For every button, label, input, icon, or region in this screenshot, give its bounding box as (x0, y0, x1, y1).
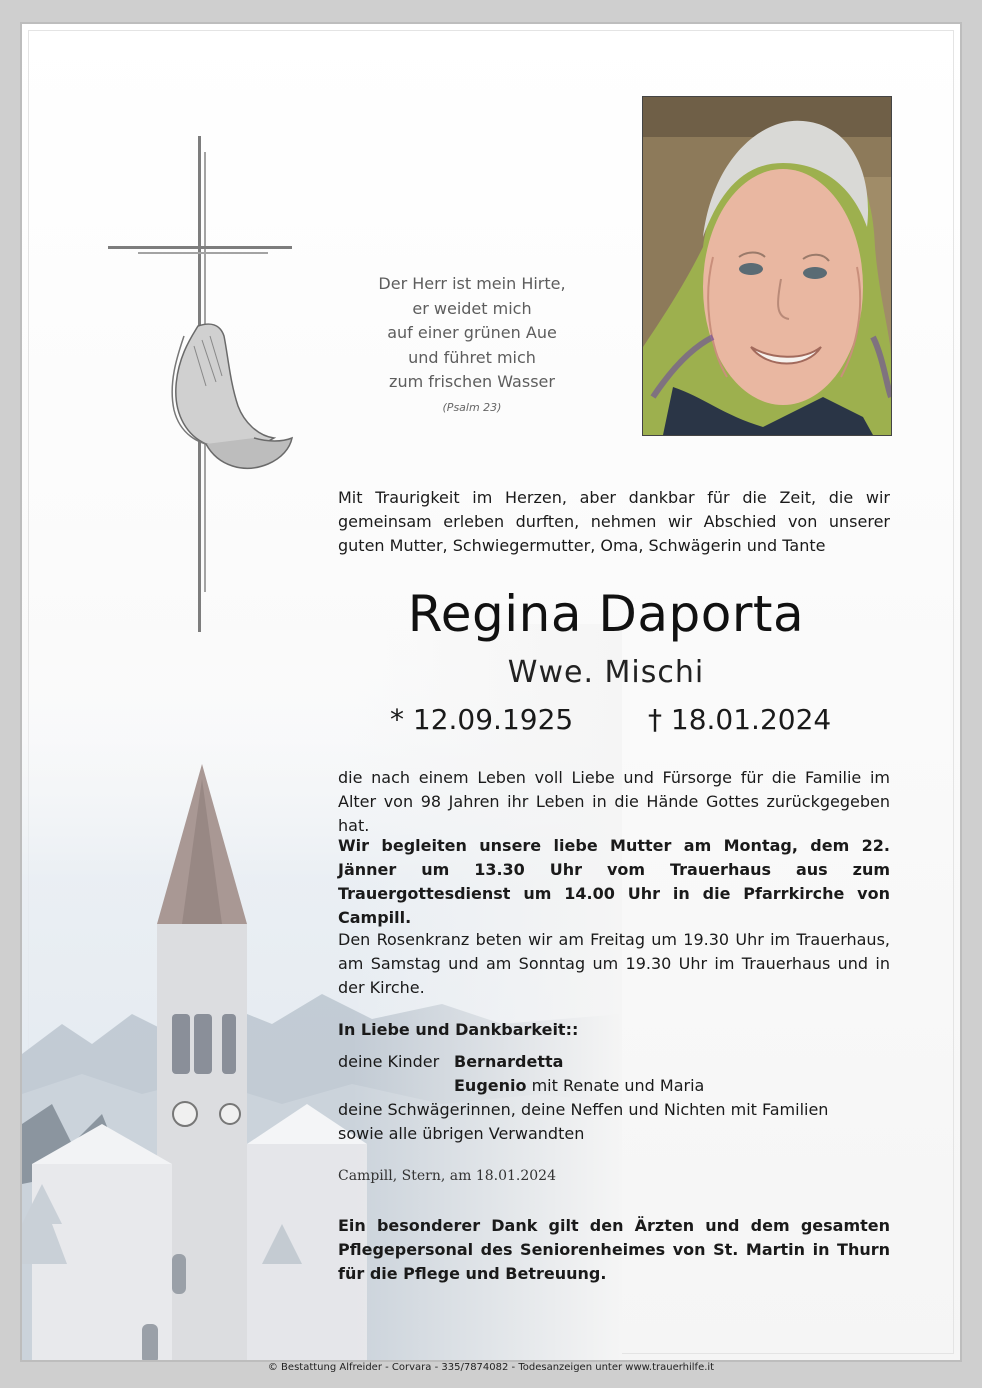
death-date: † 18.01.2024 (648, 703, 832, 736)
children-label: deine Kinder (338, 1052, 440, 1071)
psalm-line: er weidet mich (412, 298, 532, 318)
place-date: Campill, Stern, am 18.01.2024 (338, 1168, 556, 1184)
mourners-others: sowie alle übrigen Verwandten (338, 1124, 585, 1143)
mourners-list (338, 1018, 898, 1146)
funeral-text: Wir begleiten unsere liebe Mutter am Montag, dem 22. Jänner um 13.30 Uhr vom Trauerhaus aus zum Trauergottesdienst um 14.00 Uhr in die Pfarrkirche von Campill. (338, 836, 890, 927)
psalm-line: zum frischen Wasser (389, 372, 555, 391)
mourners-children-row (338, 1050, 898, 1074)
child-family: mit Renate und Maria (526, 1076, 705, 1095)
deceased-subname: Wwe. Mischi (507, 655, 705, 690)
portrait-photo (642, 96, 892, 436)
child-name: Eugenio (454, 1076, 527, 1095)
psalm-line: und führet mich (408, 347, 536, 367)
footer-credit: © Bestattung Alfreider - Corvara - 335/7874082 - Todesanzeigen unter www.trauerhilfe.it (267, 1362, 715, 1373)
child-name: Bernardetta (454, 1052, 564, 1071)
psalm-line: Der Herr ist mein Hirte, (378, 274, 566, 293)
life-text: die nach einem Leben voll Liebe und Fürsorge für die Familie im Alter von 98 Jahren ihr Leben in die Hände Gottes zurückgegeben hat. (338, 768, 890, 835)
psalm-source: (Psalm 23) (442, 400, 502, 414)
cross-praying-hands-icon (108, 136, 298, 636)
psalm-quote (322, 272, 622, 415)
obituary-card (20, 22, 962, 1362)
thanks-text: Ein besonderer Dank gilt den Ärzten und dem gesamten Pflegepersonal des Seniorenheimes von St. Martin in Thurn für die Pflege und Betreuung. (338, 1216, 890, 1283)
mourners-children-row (338, 1074, 898, 1098)
rosary-text: Den Rosenkranz beten wir am Freitag um 19.30 Uhr im Trauerhaus, am Samstag und am Sonntag um 19.30 Uhr im Trauerhaus und in der Kirche. (338, 930, 890, 997)
birth-date: * 12.09.1925 (390, 703, 574, 736)
intro-text: Mit Traurigkeit im Herzen, aber dankbar für die Zeit, die wir gemeinsam erleben durften, nehmen wir Abschied von unserer guten Mutter, Schwiegermutter, Oma, Schwägerin und Tante (338, 488, 890, 555)
mourners-heading: In Liebe und Dankbarkeit:: (338, 1020, 579, 1039)
mourners-relatives: deine Schwägerinnen, deine Neffen und Nichten mit Familien (338, 1100, 829, 1119)
deceased-name: Regina Daporta (407, 585, 805, 643)
psalm-line: auf einer grünen Aue (387, 323, 557, 342)
